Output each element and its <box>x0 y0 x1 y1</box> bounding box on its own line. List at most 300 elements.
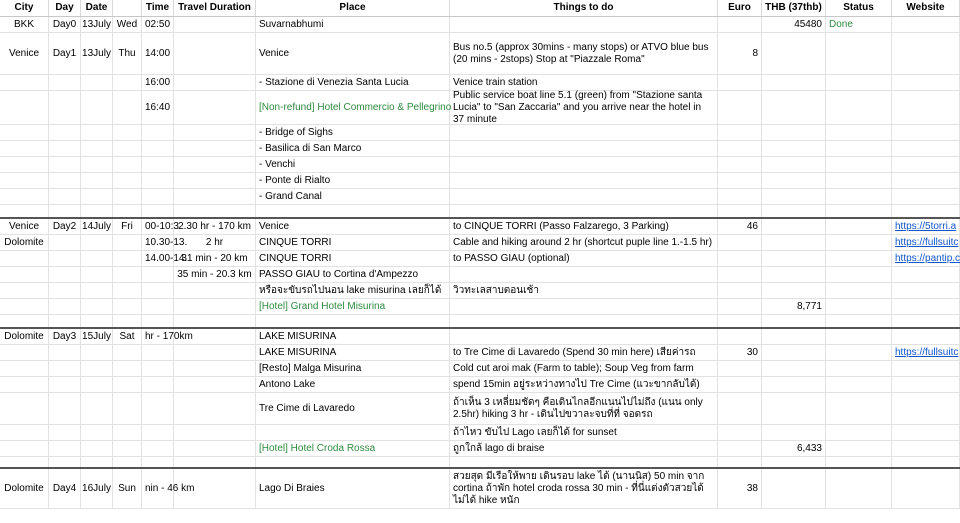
cell-travel[interactable] <box>174 329 256 344</box>
cell-city[interactable] <box>0 219 49 234</box>
cell-thb[interactable] <box>762 173 826 188</box>
cell-date[interactable] <box>81 75 113 90</box>
cell-thb[interactable] <box>762 33 826 74</box>
cell-place[interactable] <box>256 17 450 32</box>
cell-place[interactable] <box>256 267 450 282</box>
cell-todo[interactable] <box>450 173 718 188</box>
website-link[interactable]: https://fullsuitc <box>895 237 959 248</box>
cell-city[interactable] <box>0 329 49 344</box>
column-header-website[interactable]: Website <box>892 0 960 16</box>
cell-city[interactable] <box>0 377 49 392</box>
cell-city[interactable] <box>0 441 49 456</box>
cell-wd[interactable] <box>113 17 142 32</box>
cell-website[interactable] <box>892 345 960 360</box>
cell-euro[interactable] <box>718 157 762 172</box>
cell-place[interactable] <box>256 457 450 467</box>
cell-day[interactable] <box>49 189 81 204</box>
cell-thb[interactable] <box>762 425 826 440</box>
cell-status[interactable] <box>826 173 892 188</box>
cell-wd[interactable] <box>113 425 142 440</box>
cell-status[interactable] <box>826 141 892 156</box>
cell-todo[interactable] <box>450 205 718 217</box>
column-header-wd[interactable] <box>113 0 142 16</box>
cell-wd[interactable] <box>113 141 142 156</box>
cell-status[interactable] <box>826 441 892 456</box>
cell-euro[interactable] <box>718 75 762 90</box>
cell-website[interactable] <box>892 157 960 172</box>
cell-todo[interactable] <box>450 157 718 172</box>
cell-euro[interactable] <box>718 125 762 140</box>
cell-website[interactable] <box>892 141 960 156</box>
cell-time[interactable] <box>142 219 179 234</box>
cell-date[interactable] <box>81 141 113 156</box>
column-header-travel[interactable]: Travel Duration <box>174 0 256 16</box>
cell-city[interactable] <box>0 205 49 217</box>
cell-day[interactable] <box>49 91 81 124</box>
cell-travel[interactable] <box>174 425 256 440</box>
cell-day[interactable] <box>49 141 81 156</box>
cell-date[interactable] <box>81 251 113 266</box>
cell-todo[interactable] <box>450 469 718 508</box>
cell-euro[interactable] <box>718 329 762 344</box>
cell-city[interactable] <box>0 393 49 424</box>
cell-travel[interactable] <box>174 361 256 376</box>
cell-city[interactable] <box>0 75 49 90</box>
cell-place[interactable] <box>256 173 450 188</box>
cell-thb[interactable] <box>762 205 826 217</box>
column-header-city[interactable]: City <box>0 0 49 16</box>
cell-time[interactable] <box>142 189 174 204</box>
cell-euro[interactable] <box>718 267 762 282</box>
cell-place[interactable] <box>256 345 450 360</box>
cell-thb[interactable] <box>762 315 826 327</box>
cell-day[interactable] <box>49 235 81 250</box>
cell-website[interactable] <box>892 457 960 467</box>
cell-travel[interactable] <box>174 299 256 314</box>
cell-time[interactable] <box>142 17 174 32</box>
cell-travel[interactable] <box>174 17 256 32</box>
cell-status[interactable] <box>826 393 892 424</box>
cell-status[interactable] <box>826 251 892 266</box>
cell-website[interactable] <box>892 361 960 376</box>
cell-time[interactable] <box>142 91 174 124</box>
cell-time[interactable] <box>142 329 193 344</box>
cell-thb[interactable] <box>762 219 826 234</box>
cell-thb[interactable] <box>762 329 826 344</box>
cell-euro[interactable] <box>718 251 762 266</box>
cell-time[interactable] <box>142 441 174 456</box>
cell-thb[interactable] <box>762 91 826 124</box>
cell-website[interactable] <box>892 425 960 440</box>
cell-day[interactable] <box>49 205 81 217</box>
cell-euro[interactable] <box>718 219 762 234</box>
cell-date[interactable] <box>81 299 113 314</box>
cell-todo[interactable] <box>450 377 718 392</box>
cell-todo[interactable] <box>450 251 718 266</box>
cell-time[interactable] <box>142 141 174 156</box>
cell-website[interactable] <box>892 235 960 250</box>
cell-city[interactable] <box>0 469 49 508</box>
cell-thb[interactable] <box>762 361 826 376</box>
cell-place[interactable] <box>256 91 450 124</box>
cell-date[interactable] <box>81 377 113 392</box>
cell-status[interactable] <box>826 189 892 204</box>
cell-time[interactable] <box>142 125 174 140</box>
cell-wd[interactable] <box>113 75 142 90</box>
cell-todo[interactable] <box>450 91 718 124</box>
cell-day[interactable] <box>49 441 81 456</box>
cell-todo[interactable] <box>450 267 718 282</box>
cell-day[interactable] <box>49 33 81 74</box>
cell-place[interactable] <box>256 425 450 440</box>
cell-city[interactable] <box>0 345 49 360</box>
cell-place[interactable] <box>256 189 450 204</box>
cell-date[interactable] <box>81 457 113 467</box>
cell-travel[interactable] <box>174 235 256 250</box>
cell-place[interactable] <box>256 315 450 327</box>
cell-travel[interactable] <box>174 315 256 327</box>
cell-time[interactable] <box>142 469 195 508</box>
cell-time[interactable] <box>142 235 188 250</box>
cell-website[interactable] <box>892 441 960 456</box>
cell-status[interactable] <box>826 377 892 392</box>
cell-day[interactable] <box>49 329 81 344</box>
cell-thb[interactable] <box>762 283 826 298</box>
cell-todo[interactable] <box>450 283 718 298</box>
cell-date[interactable] <box>81 441 113 456</box>
cell-website[interactable] <box>892 17 960 32</box>
cell-website[interactable] <box>892 315 960 327</box>
cell-status[interactable] <box>826 469 892 508</box>
cell-wd[interactable] <box>113 251 142 266</box>
cell-travel[interactable] <box>174 377 256 392</box>
cell-travel[interactable] <box>174 219 256 234</box>
cell-todo[interactable] <box>450 457 718 467</box>
cell-day[interactable] <box>49 125 81 140</box>
cell-thb[interactable] <box>762 299 826 314</box>
cell-website[interactable] <box>892 205 960 217</box>
cell-thb[interactable] <box>762 75 826 90</box>
cell-euro[interactable] <box>718 457 762 467</box>
cell-city[interactable] <box>0 91 49 124</box>
cell-date[interactable] <box>81 329 113 344</box>
cell-date[interactable] <box>81 17 113 32</box>
cell-wd[interactable] <box>113 469 142 508</box>
cell-website[interactable] <box>892 393 960 424</box>
cell-todo[interactable] <box>450 75 718 90</box>
cell-place[interactable] <box>256 125 450 140</box>
cell-euro[interactable] <box>718 393 762 424</box>
cell-thb[interactable] <box>762 457 826 467</box>
cell-time[interactable] <box>142 457 174 467</box>
cell-date[interactable] <box>81 283 113 298</box>
cell-date[interactable] <box>81 91 113 124</box>
cell-city[interactable] <box>0 33 49 74</box>
cell-website[interactable] <box>892 329 960 344</box>
cell-travel[interactable] <box>174 457 256 467</box>
cell-status[interactable] <box>826 299 892 314</box>
cell-travel[interactable] <box>174 141 256 156</box>
column-header-todo[interactable]: Things to do <box>450 0 718 16</box>
cell-travel[interactable] <box>174 189 256 204</box>
cell-time[interactable] <box>142 393 174 424</box>
cell-day[interactable] <box>49 283 81 298</box>
cell-thb[interactable] <box>762 157 826 172</box>
cell-city[interactable] <box>0 283 49 298</box>
cell-website[interactable] <box>892 125 960 140</box>
cell-date[interactable] <box>81 235 113 250</box>
cell-city[interactable] <box>0 235 49 250</box>
cell-thb[interactable] <box>762 141 826 156</box>
cell-travel[interactable] <box>174 173 256 188</box>
cell-day[interactable] <box>49 425 81 440</box>
cell-wd[interactable] <box>113 33 142 74</box>
column-header-time[interactable]: Time <box>142 0 174 16</box>
cell-place[interactable] <box>256 393 450 424</box>
cell-city[interactable] <box>0 173 49 188</box>
cell-wd[interactable] <box>113 315 142 327</box>
cell-date[interactable] <box>81 393 113 424</box>
cell-website[interactable] <box>892 189 960 204</box>
cell-day[interactable] <box>49 173 81 188</box>
website-link[interactable]: https://5torri.a <box>895 221 957 232</box>
cell-thb[interactable] <box>762 189 826 204</box>
cell-time[interactable] <box>142 33 174 74</box>
cell-wd[interactable] <box>113 173 142 188</box>
cell-time[interactable] <box>142 205 174 217</box>
cell-travel[interactable] <box>174 345 256 360</box>
cell-time[interactable] <box>142 283 174 298</box>
cell-place[interactable] <box>256 205 450 217</box>
cell-wd[interactable] <box>113 189 142 204</box>
cell-status[interactable] <box>826 157 892 172</box>
cell-travel[interactable] <box>174 393 256 424</box>
cell-date[interactable] <box>81 361 113 376</box>
website-link[interactable]: https://pantip.c <box>895 253 960 264</box>
cell-website[interactable] <box>892 267 960 282</box>
cell-website[interactable] <box>892 173 960 188</box>
cell-thb[interactable] <box>762 441 826 456</box>
cell-travel[interactable] <box>174 91 256 124</box>
cell-todo[interactable] <box>450 235 718 250</box>
cell-euro[interactable] <box>718 441 762 456</box>
website-link[interactable]: https://fullsuitc <box>895 347 959 358</box>
cell-thb[interactable] <box>762 17 826 32</box>
cell-euro[interactable] <box>718 173 762 188</box>
cell-day[interactable] <box>49 157 81 172</box>
cell-place[interactable] <box>256 75 450 90</box>
cell-city[interactable] <box>0 299 49 314</box>
cell-status[interactable] <box>826 33 892 74</box>
cell-time[interactable] <box>142 251 188 266</box>
cell-euro[interactable] <box>718 91 762 124</box>
cell-date[interactable] <box>81 157 113 172</box>
cell-status[interactable] <box>826 235 892 250</box>
cell-date[interactable] <box>81 125 113 140</box>
cell-place[interactable] <box>256 299 450 314</box>
cell-euro[interactable] <box>718 235 762 250</box>
cell-thb[interactable] <box>762 345 826 360</box>
cell-thb[interactable] <box>762 235 826 250</box>
cell-travel[interactable] <box>174 33 256 74</box>
cell-website[interactable] <box>892 283 960 298</box>
cell-todo[interactable] <box>450 219 718 234</box>
cell-city[interactable] <box>0 251 49 266</box>
cell-wd[interactable] <box>113 235 142 250</box>
cell-thb[interactable] <box>762 469 826 508</box>
cell-todo[interactable] <box>450 393 718 424</box>
cell-day[interactable] <box>49 469 81 508</box>
cell-day[interactable] <box>49 377 81 392</box>
cell-wd[interactable] <box>113 457 142 467</box>
cell-status[interactable] <box>826 315 892 327</box>
cell-date[interactable] <box>81 315 113 327</box>
cell-todo[interactable] <box>450 141 718 156</box>
cell-city[interactable] <box>0 361 49 376</box>
cell-todo[interactable] <box>450 299 718 314</box>
cell-euro[interactable] <box>718 315 762 327</box>
cell-time[interactable] <box>142 75 174 90</box>
cell-euro[interactable] <box>718 283 762 298</box>
cell-wd[interactable] <box>113 361 142 376</box>
cell-time[interactable] <box>142 361 174 376</box>
cell-todo[interactable] <box>450 33 718 74</box>
cell-travel[interactable] <box>174 251 256 266</box>
cell-wd[interactable] <box>113 205 142 217</box>
cell-euro[interactable] <box>718 205 762 217</box>
cell-place[interactable] <box>256 33 450 74</box>
cell-euro[interactable] <box>718 299 762 314</box>
cell-website[interactable] <box>892 91 960 124</box>
cell-website[interactable] <box>892 33 960 74</box>
column-header-place[interactable]: Place <box>256 0 450 16</box>
cell-travel[interactable] <box>174 75 256 90</box>
cell-status[interactable] <box>826 283 892 298</box>
cell-euro[interactable] <box>718 189 762 204</box>
cell-wd[interactable] <box>113 299 142 314</box>
cell-time[interactable] <box>142 267 174 282</box>
cell-todo[interactable] <box>450 17 718 32</box>
cell-day[interactable] <box>49 251 81 266</box>
cell-todo[interactable] <box>450 329 718 344</box>
cell-place[interactable] <box>256 157 450 172</box>
cell-day[interactable] <box>49 219 81 234</box>
cell-thb[interactable] <box>762 125 826 140</box>
cell-city[interactable] <box>0 267 49 282</box>
cell-day[interactable] <box>49 345 81 360</box>
cell-day[interactable] <box>49 17 81 32</box>
column-header-thb[interactable]: THB (37thb) <box>762 0 826 16</box>
cell-euro[interactable] <box>718 361 762 376</box>
cell-time[interactable] <box>142 173 174 188</box>
cell-place[interactable] <box>256 329 450 344</box>
cell-thb[interactable] <box>762 377 826 392</box>
cell-wd[interactable] <box>113 441 142 456</box>
cell-euro[interactable] <box>718 425 762 440</box>
cell-euro[interactable] <box>718 33 762 74</box>
cell-wd[interactable] <box>113 267 142 282</box>
cell-status[interactable] <box>826 219 892 234</box>
cell-status[interactable] <box>826 91 892 124</box>
cell-wd[interactable] <box>113 329 142 344</box>
cell-website[interactable] <box>892 251 960 266</box>
cell-wd[interactable] <box>113 219 142 234</box>
cell-city[interactable] <box>0 125 49 140</box>
column-header-date[interactable]: Date <box>81 0 113 16</box>
cell-place[interactable] <box>256 361 450 376</box>
cell-time[interactable] <box>142 315 174 327</box>
cell-place[interactable] <box>256 377 450 392</box>
cell-time[interactable] <box>142 345 174 360</box>
cell-status[interactable] <box>826 17 892 32</box>
cell-euro[interactable] <box>718 17 762 32</box>
cell-day[interactable] <box>49 457 81 467</box>
cell-city[interactable] <box>0 157 49 172</box>
cell-travel[interactable] <box>174 441 256 456</box>
cell-website[interactable] <box>892 299 960 314</box>
cell-todo[interactable] <box>450 125 718 140</box>
cell-euro[interactable] <box>718 345 762 360</box>
cell-travel[interactable] <box>174 267 256 282</box>
cell-todo[interactable] <box>450 189 718 204</box>
cell-status[interactable] <box>826 125 892 140</box>
cell-todo[interactable] <box>450 345 718 360</box>
cell-euro[interactable] <box>718 141 762 156</box>
cell-status[interactable] <box>826 205 892 217</box>
cell-date[interactable] <box>81 33 113 74</box>
cell-status[interactable] <box>826 75 892 90</box>
cell-todo[interactable] <box>450 361 718 376</box>
cell-day[interactable] <box>49 315 81 327</box>
cell-place[interactable] <box>256 141 450 156</box>
cell-date[interactable] <box>81 345 113 360</box>
column-header-status[interactable]: Status <box>826 0 892 16</box>
cell-day[interactable] <box>49 299 81 314</box>
cell-date[interactable] <box>81 219 113 234</box>
cell-status[interactable] <box>826 425 892 440</box>
cell-euro[interactable] <box>718 469 762 508</box>
cell-date[interactable] <box>81 205 113 217</box>
cell-place[interactable] <box>256 283 450 298</box>
cell-thb[interactable] <box>762 267 826 282</box>
cell-place[interactable] <box>256 441 450 456</box>
cell-time[interactable] <box>142 377 174 392</box>
cell-travel[interactable] <box>174 469 256 508</box>
cell-date[interactable] <box>81 189 113 204</box>
cell-thb[interactable] <box>762 251 826 266</box>
cell-wd[interactable] <box>113 157 142 172</box>
cell-status[interactable] <box>826 267 892 282</box>
cell-travel[interactable] <box>174 125 256 140</box>
cell-travel[interactable] <box>174 205 256 217</box>
cell-wd[interactable] <box>113 283 142 298</box>
cell-travel[interactable] <box>174 157 256 172</box>
cell-wd[interactable] <box>113 393 142 424</box>
cell-day[interactable] <box>49 267 81 282</box>
cell-website[interactable] <box>892 469 960 508</box>
cell-status[interactable] <box>826 345 892 360</box>
cell-website[interactable] <box>892 377 960 392</box>
cell-status[interactable] <box>826 457 892 467</box>
cell-euro[interactable] <box>718 377 762 392</box>
cell-city[interactable] <box>0 17 49 32</box>
cell-time[interactable] <box>142 299 174 314</box>
cell-place[interactable] <box>256 219 450 234</box>
cell-date[interactable] <box>81 469 113 508</box>
cell-date[interactable] <box>81 267 113 282</box>
cell-day[interactable] <box>49 361 81 376</box>
cell-website[interactable] <box>892 219 960 234</box>
